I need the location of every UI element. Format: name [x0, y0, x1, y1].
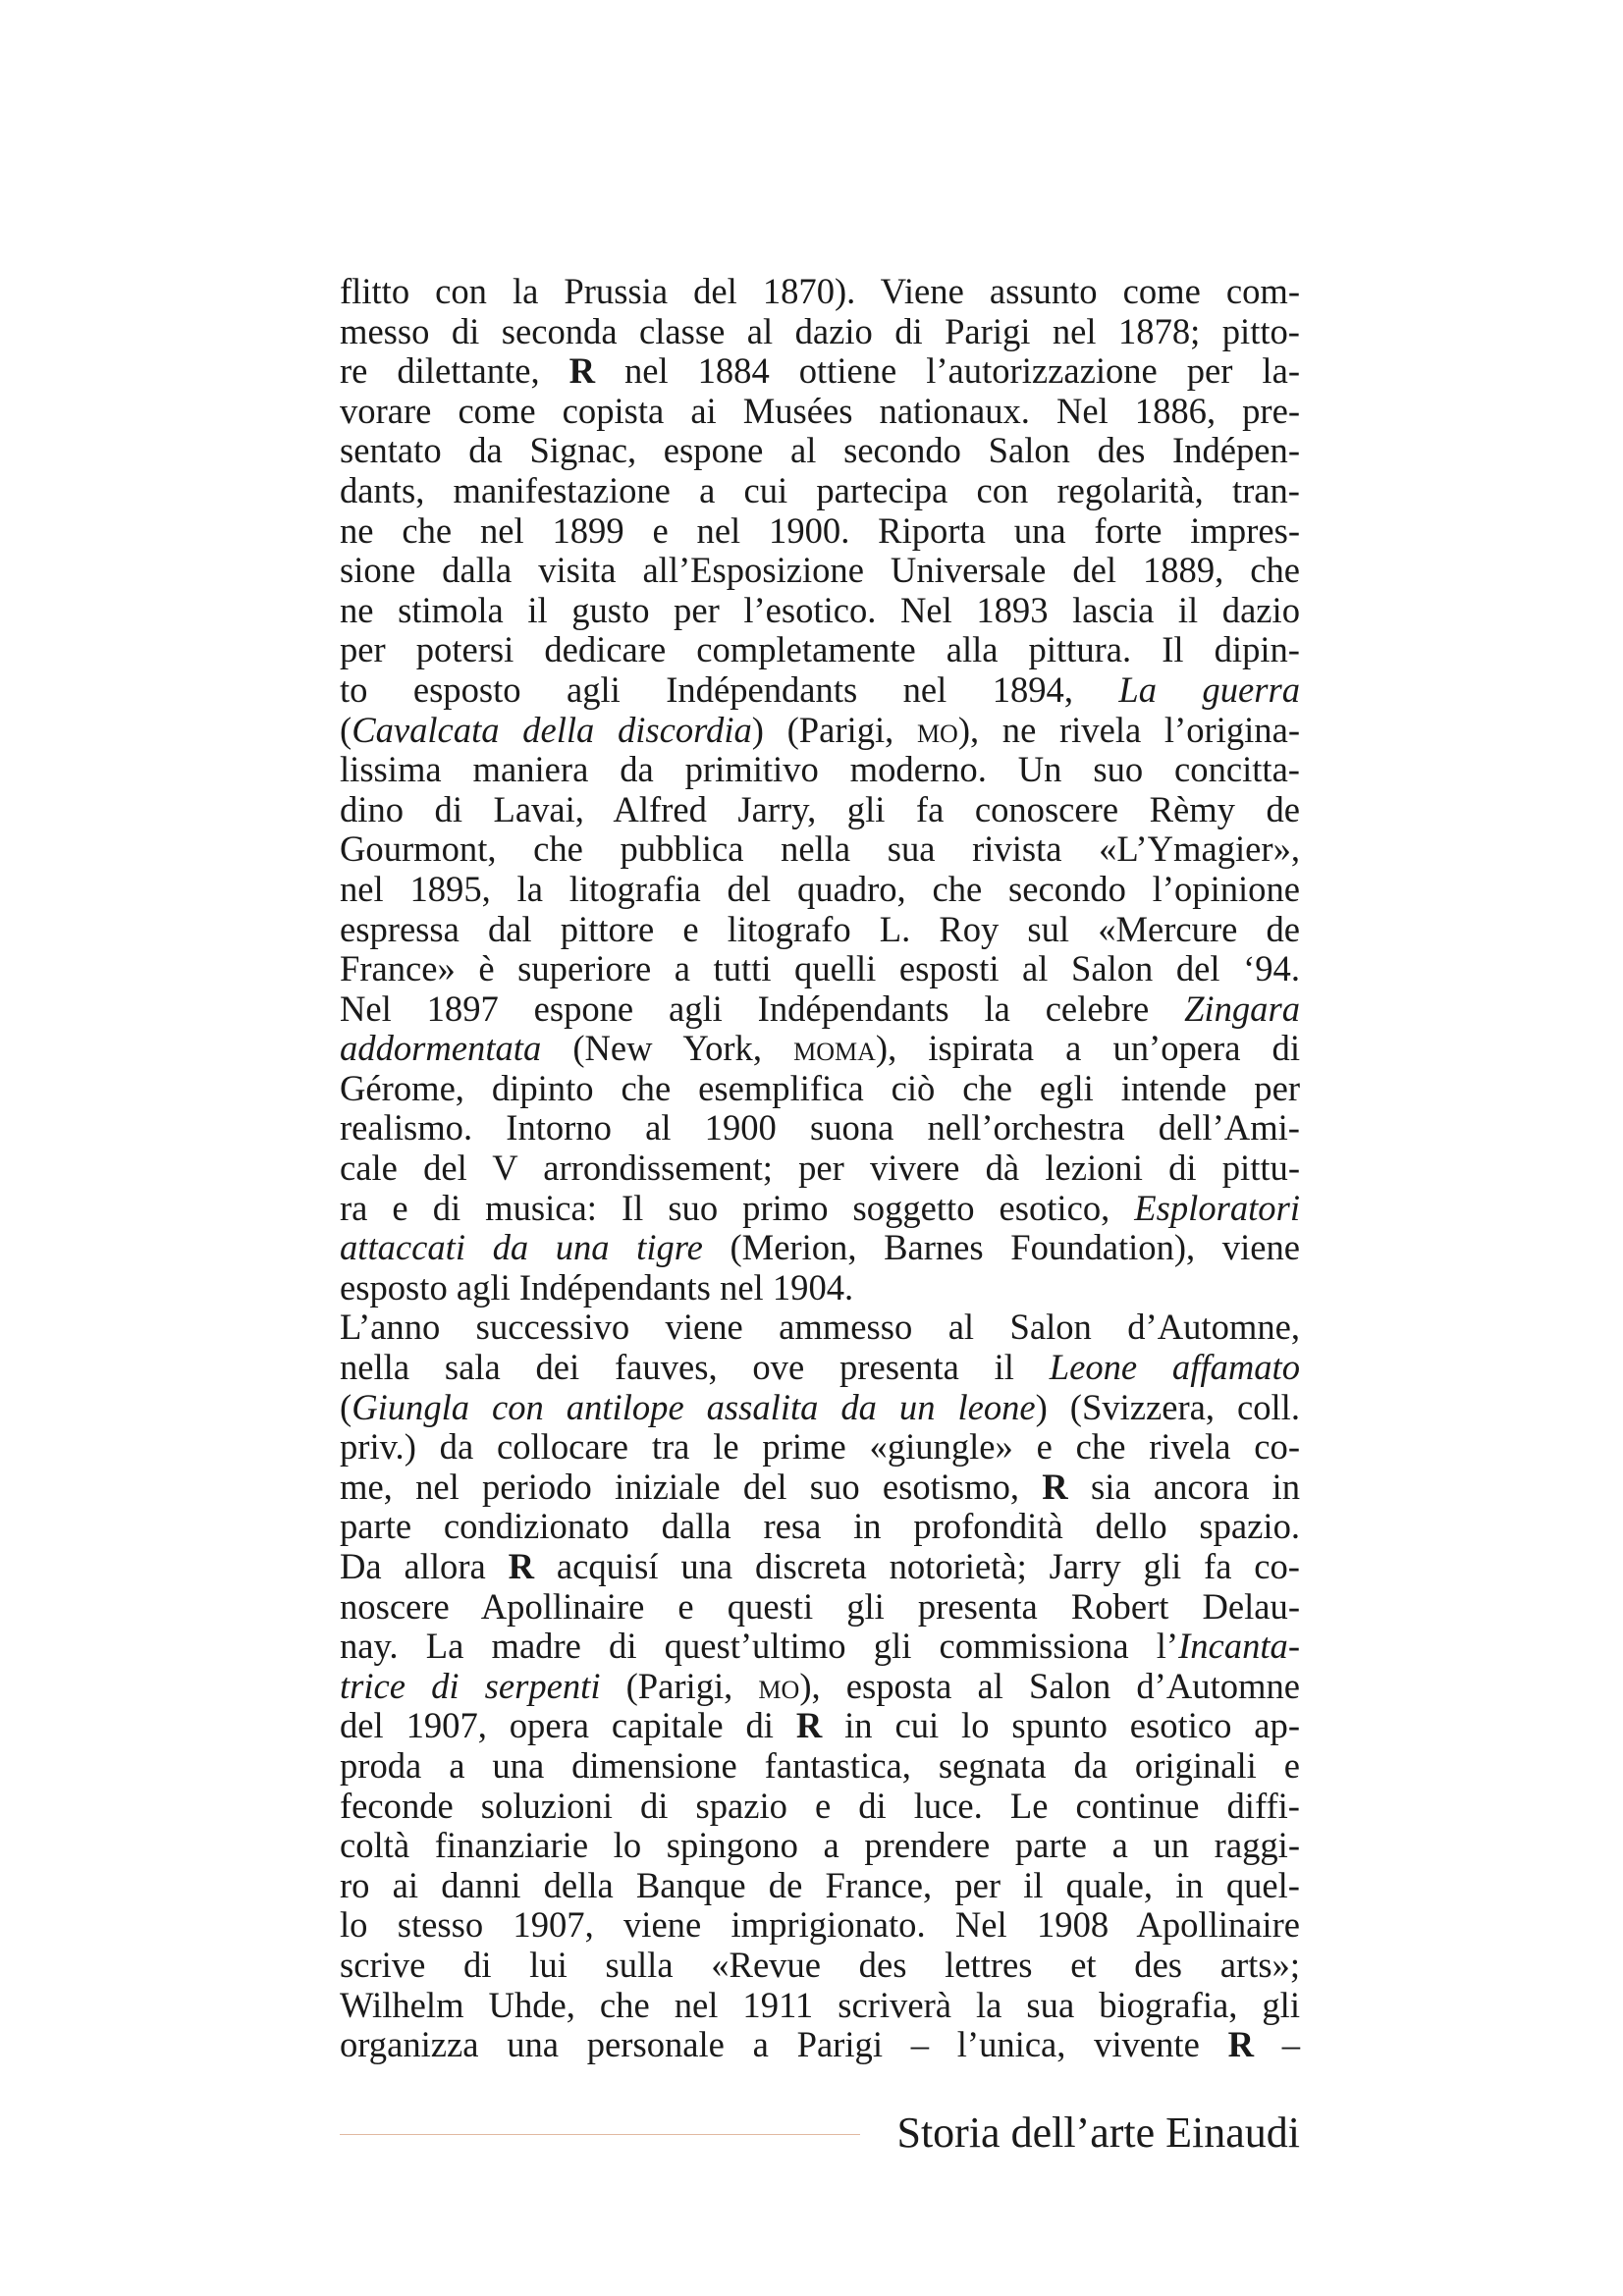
text-run: lo stesso 1907, viene imprigionato. Nel 1908 Apollinaire: [340, 1904, 1300, 1946]
text-line: [340, 511, 1300, 552]
text-run: noscere Apollinaire e questi gli presenta Robert Delau-: [340, 1585, 1300, 1627]
text-line: [340, 1866, 1300, 1906]
text-run: Wilhelm Uhde, che nel 1911 scriverà la sua biografia, gli: [340, 1984, 1300, 2025]
bold-abbrev: R: [1227, 2024, 1254, 2065]
text-run: –: [1253, 2024, 1301, 2065]
text-line: [340, 1308, 1300, 1348]
text-run: priv.) da collocare tra le prime «giungle» e che rivela co-: [340, 1426, 1300, 1468]
text-line: [340, 1905, 1300, 1946]
footer-title: Storia dell’arte Einaudi: [896, 2109, 1300, 2157]
text-line: [340, 829, 1300, 870]
text-run: (Parigi,: [600, 1665, 759, 1706]
text-run: ne che nel 1899 e nel 1900. Riporta una forte impres-: [340, 509, 1300, 551]
text-run: ne stimola il gusto per l’esotico. Nel 1893 lascia il dazio: [340, 589, 1300, 630]
italic-title: Esploratori: [1134, 1187, 1300, 1228]
text-line: [340, 1388, 1300, 1428]
text-run: me, nel periodo iniziale del suo esotismo,: [340, 1466, 1043, 1507]
smallcaps-abbrev: mo: [916, 709, 958, 750]
text-line: [340, 1667, 1300, 1707]
smallcaps-abbrev: moma: [793, 1028, 876, 1069]
text-line: [340, 870, 1300, 910]
italic-title: attaccati da una tigre: [340, 1227, 703, 1268]
text-line: [340, 392, 1300, 432]
text-run: Gourmont, che pubblica nella sua rivista «L’Ymagier»,: [340, 828, 1300, 870]
text-line: [340, 312, 1300, 352]
text-run: (New York,: [541, 1028, 794, 1069]
text-run: nel 1895, la litografia del quadro, che secondo l’opinione: [340, 868, 1300, 909]
text-line: [340, 471, 1300, 511]
italic-title: La guerra: [1118, 668, 1300, 710]
italic-title: Giungla con antilope assalita da un leone: [352, 1386, 1036, 1427]
text-run: ), ne rivela l’origina-: [957, 709, 1300, 750]
body-text: [340, 272, 1300, 2065]
text-line: [340, 1108, 1300, 1148]
text-line: [340, 351, 1300, 392]
text-run: sia ancora in: [1067, 1466, 1300, 1507]
text-run: in cui lo spunto esotico ap-: [822, 1705, 1300, 1746]
text-run: vorare come copista ai Musées nationaux. Nel 1886, pre-: [340, 390, 1300, 431]
text-run: ), ispirata a un’opera di: [875, 1028, 1300, 1069]
text-line: [340, 1746, 1300, 1787]
italic-title: trice di serpenti: [340, 1665, 601, 1706]
text-run: parte condizionato dalla resa in profondità dello spazio.: [340, 1506, 1300, 1547]
text-line: [340, 1587, 1300, 1628]
text-line: [340, 1268, 1300, 1308]
italic-title: Leone affamato: [1049, 1347, 1300, 1388]
text-line: [340, 750, 1300, 790]
text-run: scrive di lui sulla «Revue des lettres et des arts»;: [340, 1944, 1300, 1985]
text-line: [340, 1547, 1300, 1587]
text-line: [340, 2025, 1300, 2065]
text-line: [340, 1189, 1300, 1229]
text-line: [340, 1468, 1300, 1508]
text-run: organizza una personale a Parigi – l’unica, vivente: [340, 2024, 1228, 2065]
text-line: [340, 551, 1300, 591]
text-line: [340, 431, 1300, 471]
text-run: (Merion, Barnes Foundation), viene: [702, 1227, 1300, 1268]
text-line: [340, 1427, 1300, 1468]
text-line: [340, 1507, 1300, 1547]
bold-abbrev: R: [795, 1705, 823, 1746]
page-footer: [340, 2104, 1300, 2163]
text-line: [340, 272, 1300, 312]
text-line: [340, 989, 1300, 1030]
text-run: flitto con la Prussia del 1870). Viene assunto come com-: [340, 271, 1300, 311]
text-run: sione dalla visita all’Esposizione Universale del 1889, che: [340, 550, 1300, 591]
bold-abbrev: R: [508, 1546, 535, 1586]
italic-title: Incanta-: [1178, 1626, 1300, 1667]
text-line: [340, 1627, 1300, 1667]
bold-abbrev: R: [1042, 1466, 1068, 1507]
text-line: [340, 1706, 1300, 1746]
smallcaps-abbrev: mo: [758, 1665, 800, 1706]
text-line: [340, 1826, 1300, 1866]
text-line: [340, 910, 1300, 950]
text-run: nella sala dei fauves, ove presenta il: [340, 1347, 1050, 1388]
text-run: France» è superiore a tutti quelli esposti al Salon del ‘94.: [340, 948, 1300, 989]
text-run: esposto agli Indépendants nel 1904.: [340, 1266, 854, 1308]
text-run: acquisí una discreta notorietà; Jarry gli fa co-: [534, 1546, 1300, 1586]
text-run: messo di seconda classe al dazio di Parigi nel 1878; pitto-: [340, 310, 1300, 351]
text-run: nay. La madre di quest’ultimo gli commissiona l’: [340, 1626, 1179, 1667]
text-run: Nel 1897 espone agli Indépendants la celebre: [340, 988, 1185, 1029]
text-run: ) (Parigi,: [751, 709, 917, 750]
text-line: [340, 1986, 1300, 2026]
text-line: [340, 591, 1300, 631]
text-run: per potersi dedicare completamente alla pittura. Il dipin-: [340, 629, 1300, 670]
text-run: realismo. Intorno al 1900 suona nell’orchestra dell’Ami-: [340, 1107, 1300, 1148]
text-run: coltà finanziarie lo spingono a prendere parte a un raggi-: [340, 1825, 1300, 1866]
text-run: Da allora: [340, 1546, 509, 1586]
text-run: lissima maniera da primitivo moderno. Un suo concitta-: [340, 749, 1300, 790]
text-line: [340, 1069, 1300, 1109]
text-run: ro ai danni della Banque de France, per il quale, in quel-: [340, 1864, 1300, 1905]
italic-title: Cavalcata della discordia: [352, 709, 752, 750]
italic-title: addormentata: [340, 1028, 542, 1069]
text-run: (: [340, 1386, 352, 1427]
text-line: [340, 711, 1300, 751]
text-run: Gérome, dipinto che esemplifica ciò che egli intende per: [340, 1067, 1300, 1108]
text-line: [340, 670, 1300, 711]
text-line: [340, 1029, 1300, 1069]
text-run: cale del V arrondissement; per vivere dà lezioni di pittu-: [340, 1148, 1300, 1189]
text-line: [340, 1228, 1300, 1268]
text-run: del 1907, opera capitale di: [340, 1705, 796, 1746]
text-run: ra e di musica: Il suo primo soggetto esotico,: [340, 1187, 1135, 1228]
text-line: [340, 790, 1300, 830]
text-run: L’anno successivo viene ammesso al Salon d’Automne,: [340, 1307, 1300, 1348]
text-line: [340, 1787, 1300, 1827]
text-run: sentato da Signac, espone al secondo Salon des Indépen-: [340, 430, 1300, 471]
text-run: feconde soluzioni di spazio e di luce. Le continue diffi-: [340, 1785, 1300, 1826]
text-run: to esposto agli Indépendants nel 1894,: [340, 668, 1119, 710]
footer-rule: [340, 2134, 860, 2135]
text-run: espressa dal pittore e litografo L. Roy sul «Mercure de: [340, 908, 1300, 949]
italic-title: Zingara: [1184, 988, 1300, 1029]
text-run: nel 1884 ottiene l’autorizzazione per la-: [595, 350, 1300, 392]
text-run: ), esposta al Salon d’Automne: [799, 1665, 1300, 1706]
bold-abbrev: R: [568, 350, 595, 392]
text-line: [340, 1148, 1300, 1189]
text-run: ) (Svizzera, coll.: [1035, 1386, 1300, 1427]
text-run: (: [340, 709, 352, 750]
text-line: [340, 1946, 1300, 1986]
text-run: re dilettante,: [340, 350, 569, 392]
text-run: dants, manifestazione a cui partecipa con regolarità, tran-: [340, 469, 1300, 510]
text-line: [340, 1348, 1300, 1388]
text-run: dino di Lavai, Alfred Jarry, gli fa conoscere Rèmy de: [340, 788, 1300, 829]
text-line: [340, 630, 1300, 670]
text-line: [340, 949, 1300, 989]
text-run: proda a una dimensione fantastica, segnata da originali e: [340, 1744, 1300, 1786]
